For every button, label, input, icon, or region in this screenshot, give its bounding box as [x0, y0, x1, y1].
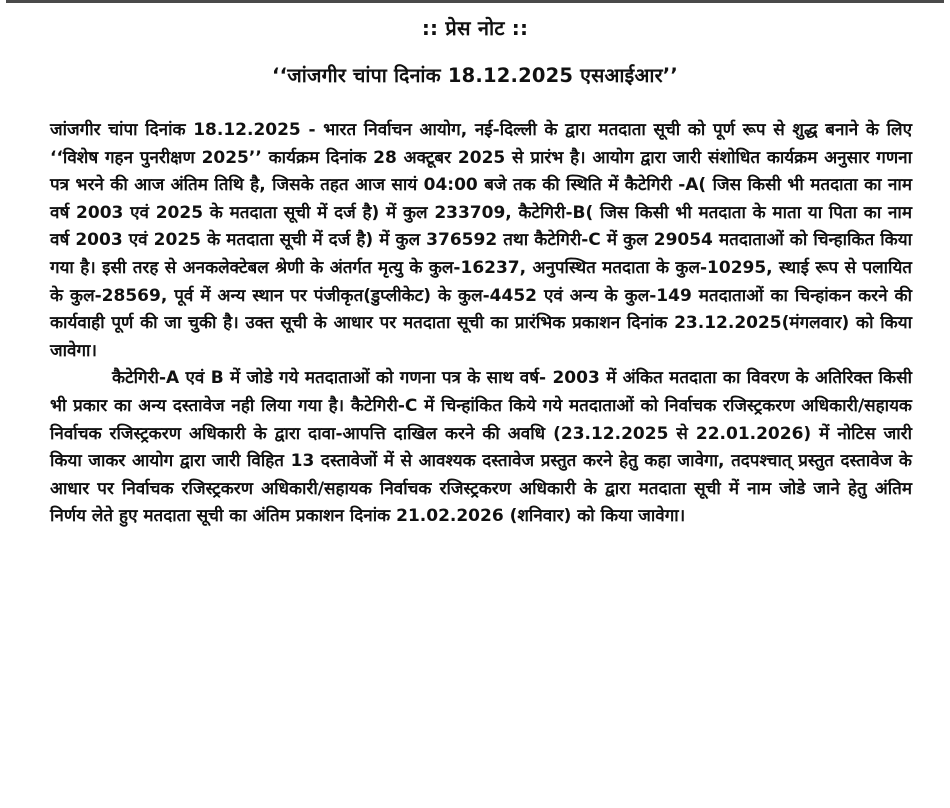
press-note-body	[50, 117, 912, 531]
press-note-title: :: प्रेस नोट ::	[421, 16, 529, 40]
press-note-subtitle: ‘‘जांजगीर चांपा दिनांक 18.12.2025 एसआईआर’’	[272, 64, 678, 87]
body-paragraph-2: कैटेगिरी-A एवं B में जोडे गये मतदाताओं को गणना पत्र के साथ वर्ष- 2003 में अंकित मतदाता का विवरण के अतिरिक्त किसी भी प्रकार का अन्य दस्तावेज नही लिया गया है। कैटेगिरी-C में चिन्हांकित किये गये मतदाताओं को निर्वाचक रजिस्ट्रकरण अधिकारी/सहायक निर्वाचक रजिस्ट्रकरण अधिकारी के द्वारा दावा-आपत्ति दाखिल करने की अवधि (23.12.2025 से 22.01.2026) में नोटिस जारी किया जाकर आयोग द्वारा जारी विहित 13 दस्तावेजों में से आवश्यक दस्तावेज प्रस्तुत करने हेतु कहा जावेगा, तदपश्चात् प्रस्तुत दस्तावेज के आधार पर निर्वाचक रजिस्ट्रकरण अधिकारी/सहायक निर्वाचक रजिस्ट्रकरण अधिकारी के द्वारा मतदाता सूची में नाम जोडे जाने हेतु अंतिम निर्णय लेते हुए मतदाता सूची का अंतिम प्रकाशन दिनांक 21.02.2026 (शनिवार) को किया जावेगा।	[50, 368, 912, 527]
body-paragraph-1: जांजगीर चांपा दिनांक 18.12.2025 - भारत निर्वाचन आयोग, नई-दिल्ली के द्वारा मतदाता सूची को पूर्ण रूप से शुद्ध बनाने के लिए ‘‘विशेष गहन पुनरीक्षण 2025’’ कार्यक्रम दिनांक 28 अक्टूबर 2025 से प्रारंभ है। आयोग द्वारा जारी संशोधित कार्यक्रम अनुसार गणना पत्र भरने की आज अंतिम तिथि है, जिसके तहत आज सायं 04:00 बजे तक की स्थिति में कैटेगिरी -A( जिस किसी भी मतदाता का नाम वर्ष 2003 एवं 2025 के मतदाता सूची में दर्ज है) में कुल 233709, कैटेगिरी-B( जिस किसी भी मतदाता के माता या पिता का नाम वर्ष 2003 एवं 2025 के मतदाता सूची में दर्ज है) में कुल 376592 तथा कैटेगिरी-C में कुल 29054 मतदाताओं को चिन्हाकित किया गया है। इसी तरह से अनकलेक्टेबल श्रेणी के अंतर्गत मृत्यु के कुल-16237, अनुपस्थित मतदाता के कुल-10295, स्थाई रूप से पलायित के कुल-28569, पूर्व में अन्य स्थान पर पंजीकृत(डुप्लीकेट) के कुल-4452 एवं अन्य के कुल-149 मतदाताओं का चिन्हांकन करने की कार्यवाही पूर्ण की जा चुकी है। उक्त सूची के आधार पर मतदाता सूची का प्रारंभिक प्रकाशन दिनांक 23.12.2025(मंगलवार) को किया जावेगा।	[50, 120, 912, 361]
top-border-line	[6, 0, 944, 3]
